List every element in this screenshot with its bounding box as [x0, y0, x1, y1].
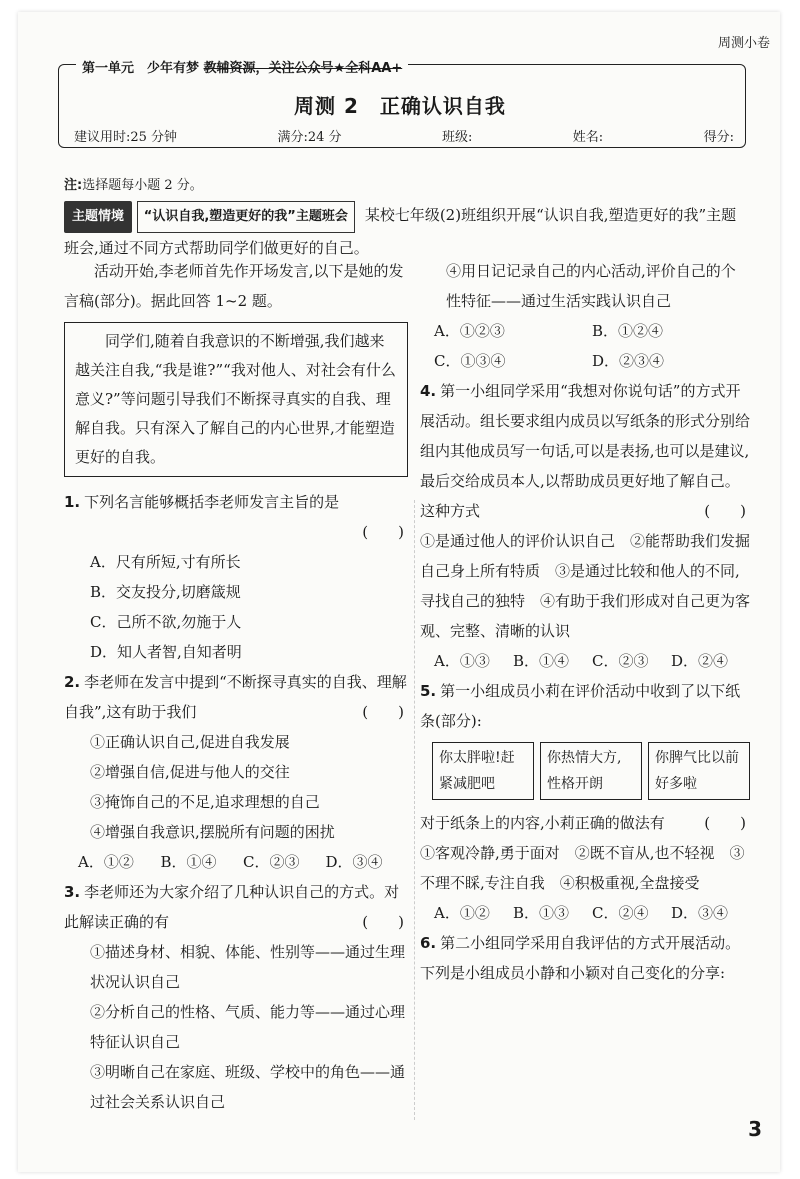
meta-row [74, 126, 734, 145]
q6-number: 6. [420, 934, 437, 952]
q2-choice-a[interactable]: A．①② [78, 853, 134, 871]
q5-answer-paren[interactable]: ( ) [704, 814, 746, 832]
speech-box: 同学们,随着自我意识的不断增强,我们越来越关注自我,“我是谁?”“我对他人、对社会有什么意义?”等问题引导我们不断探寻真实的自我、理解自我。只有深入了解自己的内心世界,才能塑造更好的自我。 [64, 322, 408, 477]
q2-item-1: ①正确认识自己,促进自我发展 [90, 733, 290, 751]
page-title: 周测 2 正确认识自我 [294, 94, 506, 118]
q5-choices [420, 898, 750, 928]
q5-choice-a[interactable]: A．①② [434, 904, 490, 922]
question-1 [64, 487, 408, 667]
note-text: 选择题每小题 2 分。 [82, 178, 203, 193]
q3-answer-paren[interactable]: ( ) [362, 913, 404, 931]
corner-tag: 周测小卷 [717, 36, 770, 51]
q3-item-4: ④用日记记录自己的内心活动,评价自己的个性特征——通过生活实践认识自己 [446, 262, 736, 310]
full-score: 满分:24 分 [277, 130, 342, 145]
q1-option-a[interactable]: A．尺有所短,寸有所长 [90, 553, 241, 571]
q1-option-b[interactable]: B．交友投分,切磨箴规 [90, 583, 241, 601]
q2-choice-b[interactable]: B．①④ [160, 853, 217, 871]
q5-choice-d[interactable]: D．③④ [671, 904, 729, 922]
promo-text: 教辅资源，关注公众号★全科AA+ [203, 61, 403, 76]
name-field[interactable]: 姓名: [572, 130, 604, 145]
q5-note-1: 你太胖啦!赶紧减肥吧 [432, 742, 534, 800]
question-3 [64, 877, 408, 1117]
q5-stem: 第一小组成员小莉在评价活动中收到了以下纸条(部分): [420, 682, 741, 730]
q3-choice-c[interactable]: C．①③④ [434, 352, 506, 370]
q5-question: 对于纸条上的内容,小莉正确的做法有 [420, 814, 665, 832]
q4-choice-b[interactable]: B．①④ [513, 652, 570, 670]
right-column [420, 256, 750, 988]
q3-item-2: ②分析自己的性格、气质、能力等——通过心理特征认识自己 [90, 1003, 406, 1051]
q6-stem: 第二小组同学采用自我评估的方式开展活动。下列是小组成员小静和小颖对自己变化的分享: [420, 934, 741, 982]
unit-line [76, 57, 408, 76]
q3-stem: 李老师还为大家介绍了几种认识自己的方式。对此解读正确的有 [64, 883, 400, 931]
q2-item-2: ②增强自信,促进与他人的交往 [90, 763, 290, 781]
column-divider [414, 500, 415, 1120]
question-6 [420, 928, 750, 988]
q1-stem: 下列名言能够概括李老师发言主旨的是 [84, 493, 340, 511]
q4-number: 4. [420, 382, 437, 400]
q3-choices [420, 316, 750, 376]
q5-notes [432, 742, 750, 800]
q1-answer-paren[interactable]: ( ) [362, 523, 404, 541]
q4-items: ①是通过他人的评价认识自己 ②能帮助我们发掘自己身上所有特质 ③是通过比较和他人的不同,寻找自己的独特 ④有助于我们形成对自己更为客观、完整、清晰的认识 [420, 532, 751, 640]
q2-number: 2. [64, 673, 81, 691]
q2-item-3: ③掩饰自己的不足,追求理想的自己 [90, 793, 320, 811]
question-4 [420, 376, 750, 676]
score-field[interactable]: 得分: [703, 130, 734, 145]
q2-choice-d[interactable]: D．③④ [325, 853, 383, 871]
left-column [64, 256, 408, 1117]
q4-choice-a[interactable]: A．①③ [434, 652, 490, 670]
q4-answer-paren[interactable]: ( ) [704, 502, 746, 520]
q3-choice-d[interactable]: D．②③④ [592, 352, 665, 370]
q3-item-1: ①描述身材、相貌、体能、性别等——通过生理状况认识自己 [90, 943, 406, 991]
q2-answer-paren[interactable]: ( ) [362, 703, 404, 721]
q2-choice-c[interactable]: C．②③ [243, 853, 300, 871]
class-field[interactable]: 班级: [441, 130, 473, 145]
q5-choice-c[interactable]: C．②④ [592, 904, 649, 922]
q4-choices [420, 646, 750, 676]
intro-text: 某校七年级(2)班组织开展“认识自我,塑造更好的我”主题班会,通过不同方式帮助同学们做更好的自己。 [64, 206, 737, 257]
question-2 [64, 667, 408, 877]
q2-item-4: ④增强自我意识,摆脱所有问题的困扰 [90, 823, 335, 841]
q5-items: ①客观冷静,勇于面对 ②既不盲从,也不轻视 ③不理不睬,专注自我 ④积极重视,全盘接受 [420, 844, 745, 892]
q4-stem: 第一小组同学采用“我想对你说句话”的方式开展活动。组长要求组内成员以写纸条的形式分别给组内其他成员写一句话,可以是表扬,也可以是建议,最后交给成员本人,以帮助成员更好地了解自己。这种方式 [420, 382, 751, 520]
note-label: 注: [64, 178, 83, 193]
q5-note-3: 你脾气比以前好多啦 [648, 742, 750, 800]
q5-number: 5. [420, 682, 437, 700]
intro [64, 200, 744, 263]
q1-option-c[interactable]: C．己所不欲,勿施于人 [90, 613, 242, 631]
q5-choice-b[interactable]: B．①③ [513, 904, 570, 922]
q1-option-d[interactable]: D．知人者智,自知者明 [90, 643, 242, 661]
q2-choices [64, 847, 408, 877]
q3-choice-a[interactable]: A．①②③ [434, 322, 505, 340]
note [64, 174, 203, 193]
q4-choice-c[interactable]: C．②③ [592, 652, 649, 670]
q1-number: 1. [64, 493, 81, 511]
q4-choice-d[interactable]: D．②④ [671, 652, 729, 670]
question-5 [420, 676, 750, 928]
q5-note-2: 你热情大方,性格开朗 [540, 742, 642, 800]
unit-title: 第一单元 少年有梦 [82, 61, 200, 76]
q3-number: 3. [64, 883, 81, 901]
theme-tag: 主题情境 [64, 201, 132, 233]
page-number: 3 [748, 1117, 762, 1141]
q3-choice-b[interactable]: B．①②④ [592, 322, 664, 340]
q3-item-3: ③明晰自己在家庭、班级、学校中的角色——通过社会关系认识自己 [90, 1063, 406, 1111]
suggested-time: 建议用时:25 分钟 [74, 130, 178, 145]
theme-title: “认识自我,塑造更好的我”主题班会 [137, 201, 355, 233]
q2-stem: 李老师在发言中提到“不断探寻真实的自我、理解自我”,这有助于我们 [64, 673, 407, 721]
lead-text: 活动开始,李老师首先作开场发言,以下是她的发言稿(部分)。据此回答 1~2 题。 [64, 262, 404, 310]
